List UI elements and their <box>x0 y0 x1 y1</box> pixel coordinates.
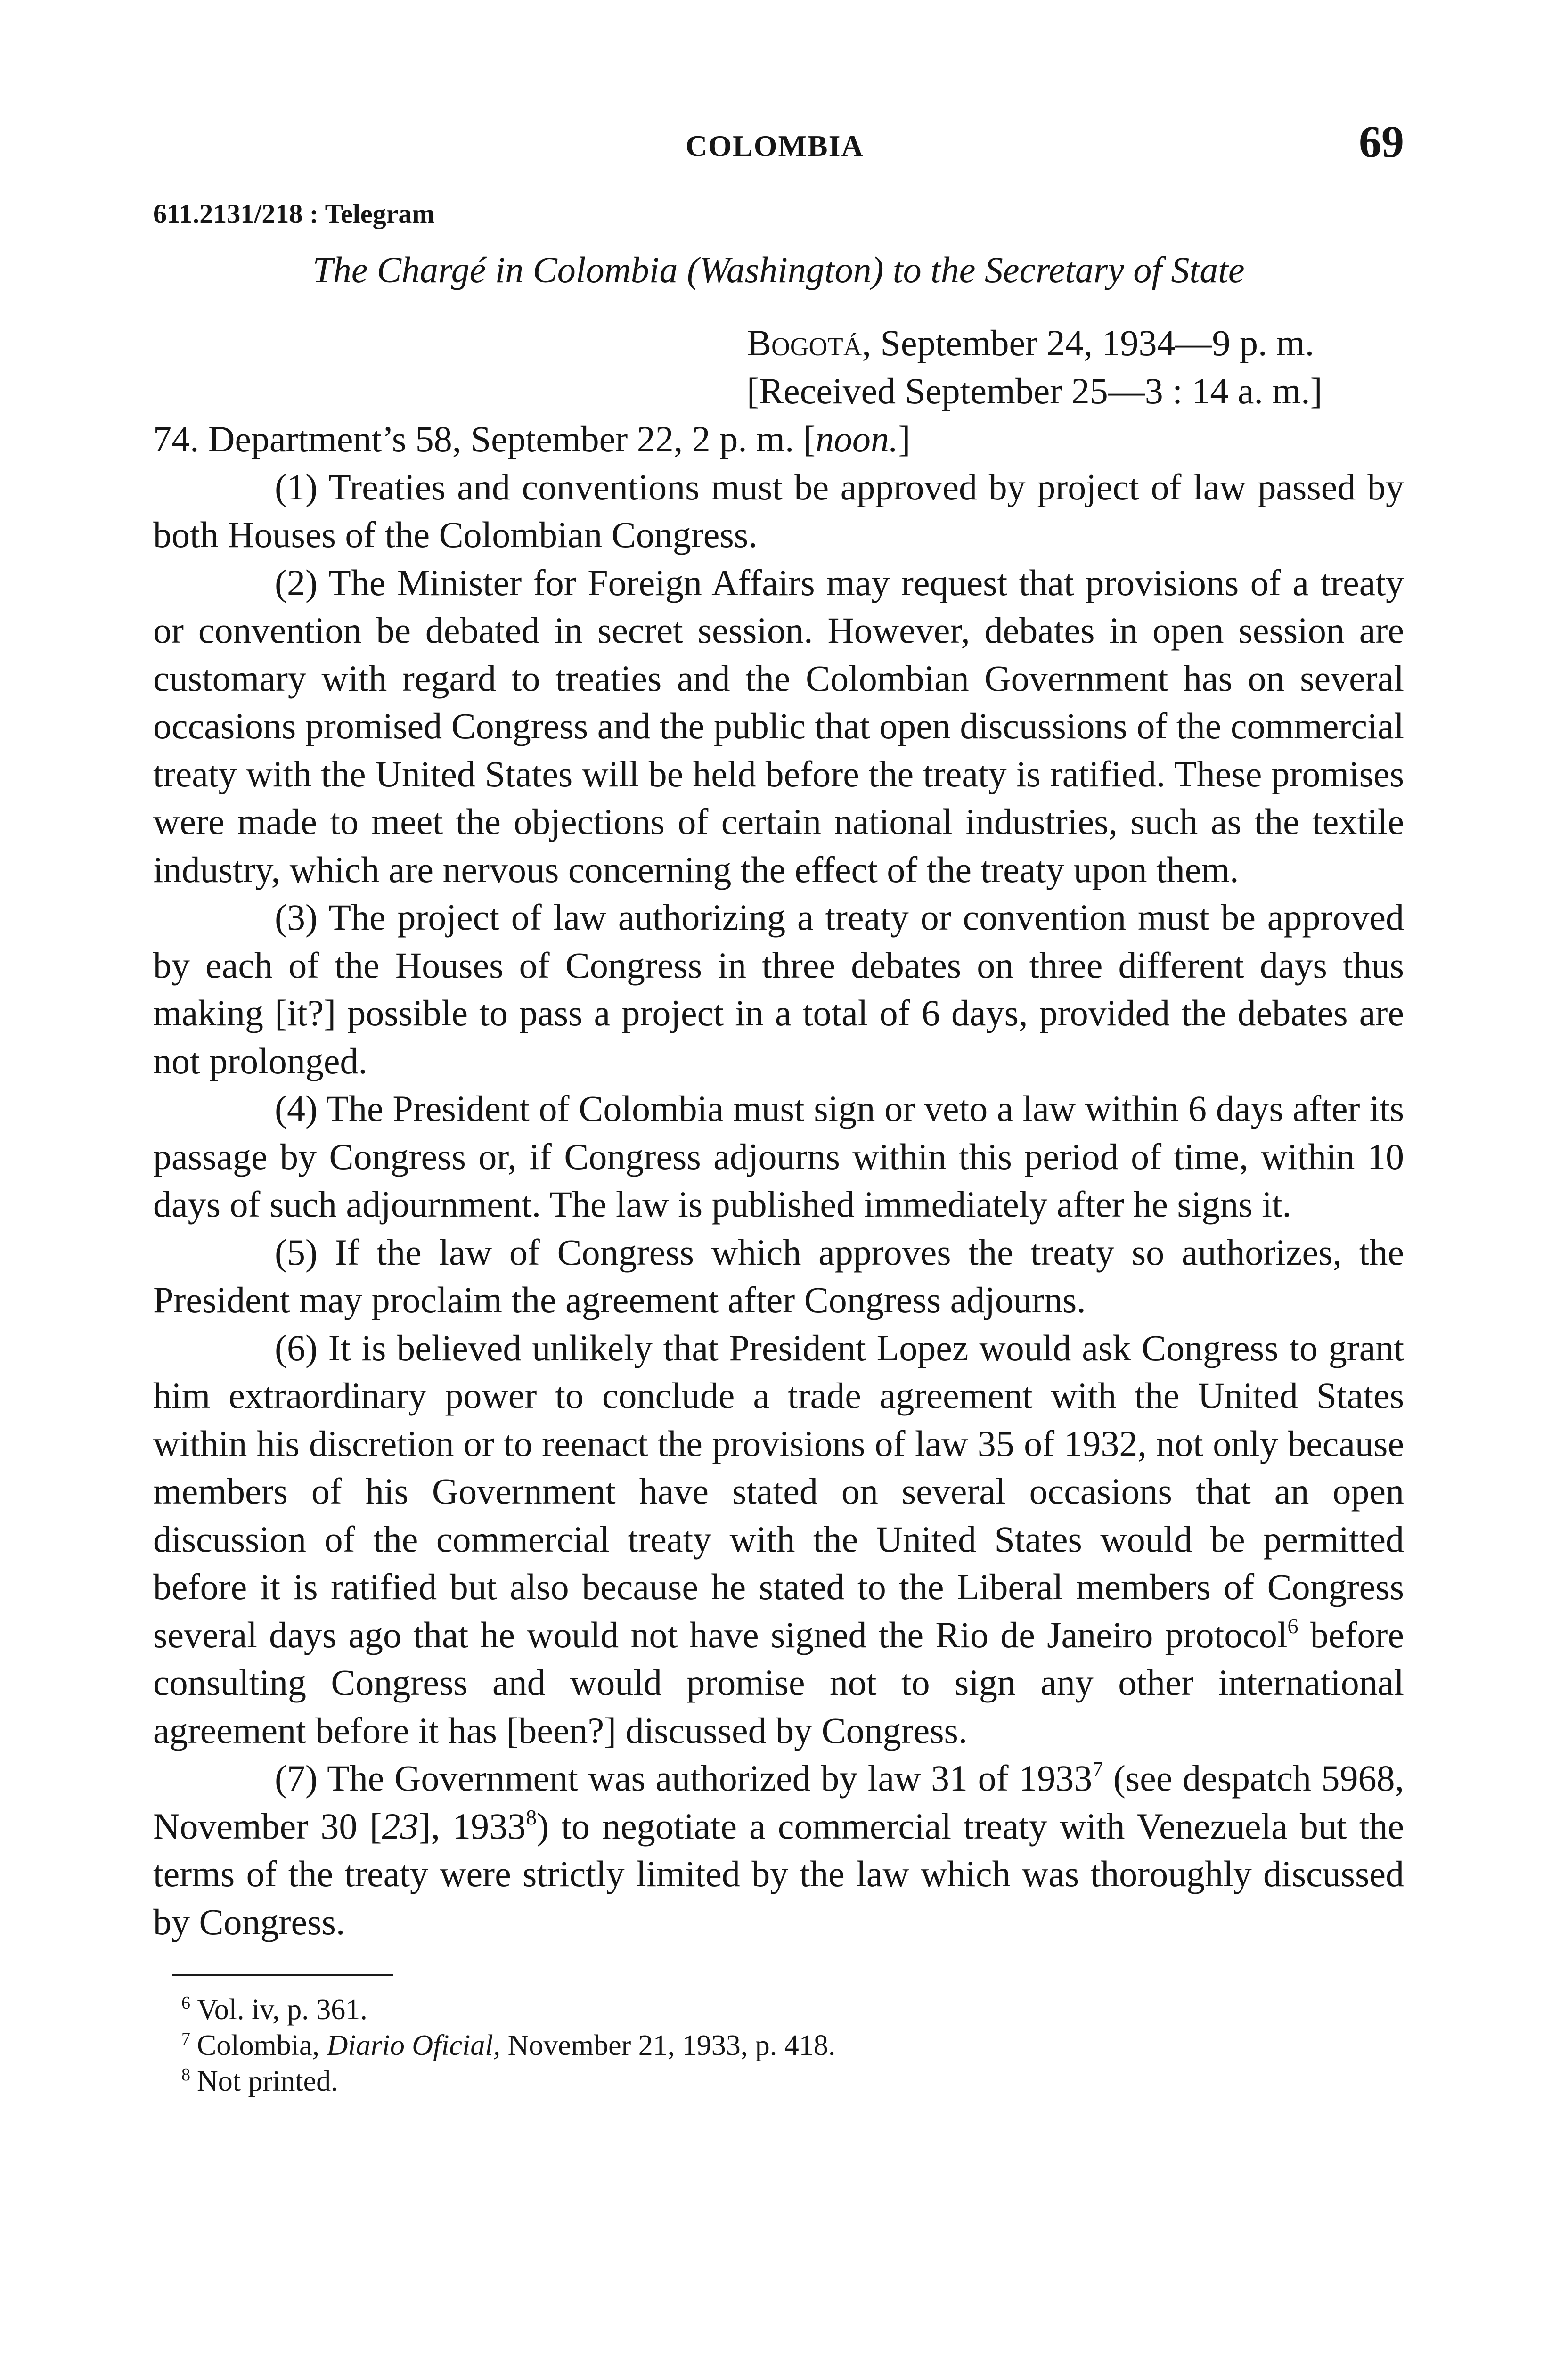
intro-paragraph <box>153 415 1404 463</box>
footnote-7 <box>153 2028 1404 2063</box>
paragraph-6 <box>153 1324 1404 1755</box>
paragraph-5: (5) If the law of Congress which approves the treaty so authorizes, the President may proclaim the agreement after Congress adjourns. <box>153 1231 1404 1320</box>
footnote-mark: 6 <box>181 1993 190 2013</box>
document-title: The Chargé in Colombia (Washington) to the Secretary of State <box>312 249 1245 290</box>
footnote-mark: 8 <box>181 2065 190 2085</box>
intro-bracket-close: ] <box>898 418 911 459</box>
paragraph-7-text-d: ) to negotiate a commercial treaty with Venezuela but the terms of the treaty were strictly limited by the law which was thoroughly discussed by Congress. <box>153 1805 1404 1942</box>
paragraph-1: (1) Treaties and conventions must be approved by project of law passed by both Houses of the Colombian Congress. <box>153 466 1404 555</box>
dateline-received: [Received September 25—3 : 14 a. m.] <box>747 370 1323 411</box>
dateline-sent <box>747 319 1404 367</box>
paragraph-7 <box>153 1754 1404 1946</box>
footnote-text: Vol. iv, p. 361. <box>197 1994 368 2026</box>
footnote-text: Not printed. <box>197 2065 338 2097</box>
paragraph-7-text-a: (7) The Government was authorized by law 31 of 1933 <box>275 1758 1093 1799</box>
running-title: COLOMBIA <box>686 129 864 163</box>
dateline <box>153 319 1404 415</box>
paragraph-4: (4) The President of Colombia must sign or veto a law within 6 days after its passage by Congress or, if Congress adjourns within this period of time, within 10 days of such adjournment. The law is published immediately after he signs it. <box>153 1088 1404 1225</box>
document-page <box>153 115 1404 2099</box>
page-number: 69 <box>1359 116 1404 167</box>
footnote-divider <box>172 1974 393 1976</box>
intro-noon: noon. <box>815 418 898 459</box>
dateline-sent-time: September 24, 1934—9 p. m. <box>880 322 1315 363</box>
footnote-6 <box>153 1992 1404 2028</box>
footnote-text: Colombia, <box>197 2029 327 2062</box>
dateline-place: Bogotá, <box>747 322 871 363</box>
footnote-8 <box>153 2063 1404 2099</box>
paragraph-7-text-b: (see despatch 5968, November 30 [ <box>153 1758 1404 1847</box>
paragraph-3: (3) The project of law authorizing a treaty or convention must be approved by each of the Houses of Congress in three debates on three different days thus making [it?] possible to pass a project in a total of 6 days, provided the debates are not prolonged. <box>153 897 1404 1081</box>
footnote-ref-6: 6 <box>1287 1613 1298 1638</box>
running-head <box>153 115 1404 167</box>
footnote-mark: 7 <box>181 2029 190 2049</box>
telegram-body <box>153 415 1404 1946</box>
intro-text: Department’s 58, September 22, 2 p. m. <box>208 418 794 459</box>
footnote-text-after: November 21, 1933, p. 418. <box>500 2029 836 2062</box>
footnote-italic-title: Diario Oficial, <box>327 2029 501 2062</box>
footnote-ref-8: 8 <box>526 1805 537 1829</box>
intro-bracket-open: [ <box>803 418 816 459</box>
footnote-ref-7: 7 <box>1092 1757 1103 1781</box>
paragraph-6-text-b: before consulting Congress and would promise not to sign any other international agreement before it has [been?] discussed by Congress. <box>153 1614 1404 1751</box>
telegram-number: 74. <box>153 418 199 459</box>
paragraph-7-italic-date: 23 <box>382 1805 419 1847</box>
paragraph-2: (2) The Minister for Foreign Affairs may request that provisions of a treaty or convention be debated in secret session. However, debates in open session are customary with regard to treaties and the Colombian Government has on several occasions promised Congress and the public that open discussions of the commercial treaty with the United States will be held before the treaty is ratified. These promises were made to meet the objections of certain national industries, such as the textile industry, which are nervous concerning the effect of the treaty upon them. <box>153 562 1404 890</box>
footnotes <box>153 1974 1404 2099</box>
paragraph-6-text-a: (6) It is believed unlikely that President Lopez would ask Congress to grant him extraordinary power to conclude a trade agreement with the United States within his discretion or to reenact the provisions of law 35 of 1932, not only because members of his Government have stated on several occasions that an open discussion of the commercial treaty with the United States would be permitted before it is ratified but also because he stated to the Liberal members of Congress several days ago that he would not have signed the Rio de Janeiro protocol <box>153 1327 1404 1655</box>
file-reference: 611.2131/218 : Telegram <box>153 198 435 229</box>
paragraph-7-text-c: ], 1933 <box>418 1805 526 1847</box>
